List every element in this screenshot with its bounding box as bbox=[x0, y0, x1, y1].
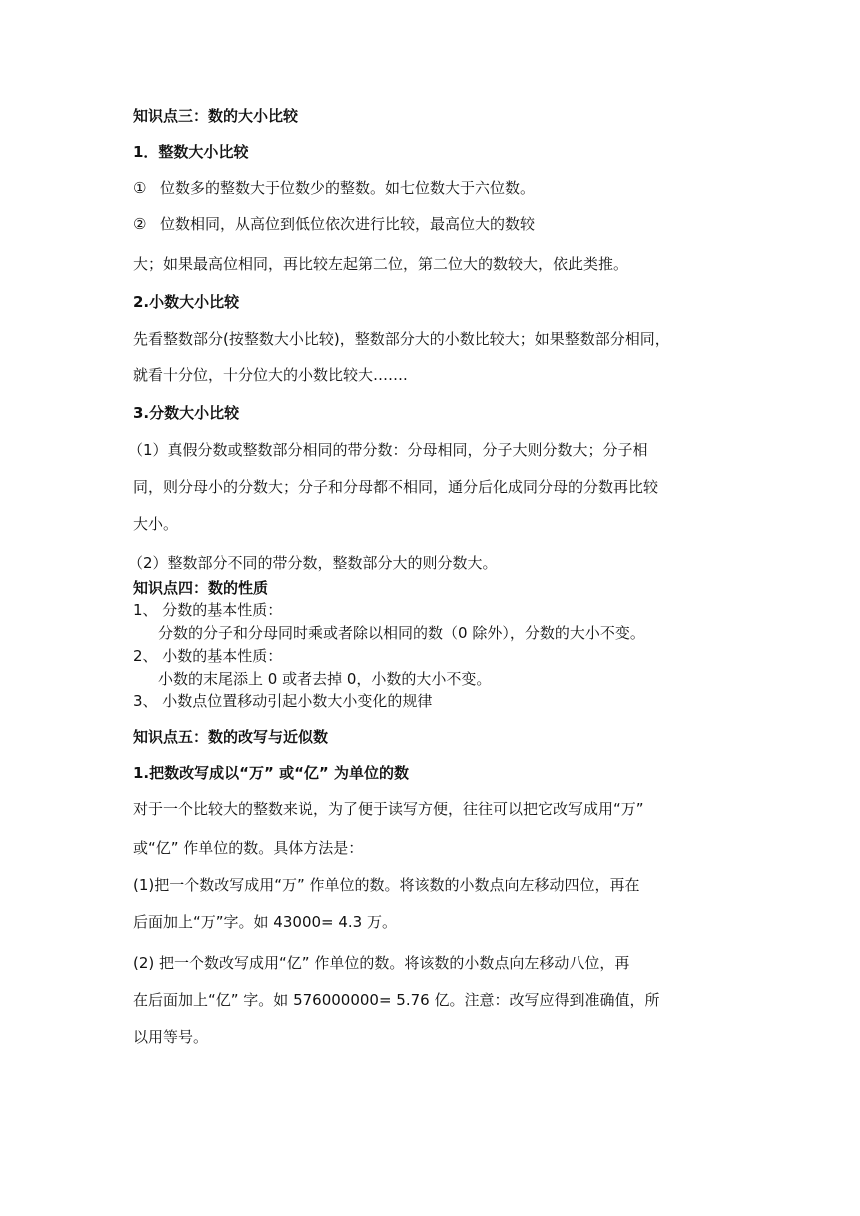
sub3-p1-line3: 大小。 bbox=[133, 515, 179, 533]
sub1-title: 1．整数大小比较 bbox=[133, 143, 249, 161]
section4-item1: 1、 分数的基本性质： bbox=[133, 601, 283, 619]
section4-item2: 2、 小数的基本性质： bbox=[133, 647, 283, 665]
section5-method2-line3: 以用等号。 bbox=[133, 1028, 209, 1046]
sub2-title: 2.小数大小比较 bbox=[133, 293, 240, 311]
section4-heading: 知识点四：数的性质 bbox=[133, 579, 269, 597]
section5-intro-line1: 对于一个比较大的整数来说，为了便于读写方便，往往可以把它改写成用“万” bbox=[133, 800, 644, 818]
sub2-line2: 就看十分位，十分位大的小数比较大……. bbox=[133, 366, 408, 384]
sub1-item2-continued: 大；如果最高位相同，再比较左起第二位，第二位大的数较大，依此类推。 bbox=[133, 255, 629, 273]
section4-item1-detail: 分数的分子和分母同时乘或者除以相同的数（0 除外），分数的大小不变。 bbox=[158, 624, 645, 642]
sub3-title: 3.分数大小比较 bbox=[133, 404, 240, 422]
item-text: 位数多的整数大于位数少的整数。如七位数大于六位数。 bbox=[160, 179, 536, 197]
sub3-p2: （2）整数部分不同的带分数，整数部分大的则分数大。 bbox=[128, 554, 498, 572]
item-text: 位数相同，从高位到低位依次进行比较，最高位大的数较 bbox=[160, 215, 536, 233]
section5-method2-line2: 在后面加上“亿” 字。如 576000000= 5.76 亿。注意：改写应得到准确值，所 bbox=[133, 991, 660, 1009]
section5-method1-line2: 后面加上“万”字。如 43000= 4.3 万。 bbox=[133, 913, 397, 931]
section4-item3: 3、 小数点位置移动引起小数大小变化的规律 bbox=[133, 692, 433, 710]
section4-item2-detail: 小数的末尾添上 0 或者去掉 0，小数的大小不变。 bbox=[158, 670, 492, 688]
sub2-line1: 先看整数部分(按整数大小比较)，整数部分大的小数比较大；如果整数部分相同， bbox=[133, 330, 670, 348]
item-marker: ② bbox=[133, 215, 147, 233]
section5-sub1-title: 1.把数改写成以“万” 或“亿” 为单位的数 bbox=[133, 764, 410, 782]
section3-heading: 知识点三：数的大小比较 bbox=[133, 107, 299, 125]
sub1-item1 bbox=[133, 178, 535, 198]
sub3-p1-line1: （1）真假分数或整数部分相同的带分数：分母相同，分子大则分数大；分子相 bbox=[128, 441, 648, 459]
item-marker: ① bbox=[133, 179, 147, 197]
section5-method1-line1: (1)把一个数改写成用“万” 作单位的数。将该数的小数点向左移动四位，再在 bbox=[133, 876, 640, 894]
sub1-item2 bbox=[133, 214, 535, 234]
section5-method2-line1: (2) 把一个数改写成用“亿” 作单位的数。将该数的小数点向左移动八位，再 bbox=[133, 954, 630, 972]
section5-intro-line2: 或“亿” 作单位的数。具体方法是： bbox=[133, 839, 364, 857]
sub3-p1-line2: 同，则分母小的分数大；分子和分母都不相同，通分后化成同分母的分数再比较 bbox=[133, 478, 659, 496]
section5-heading: 知识点五：数的改写与近似数 bbox=[133, 728, 329, 746]
